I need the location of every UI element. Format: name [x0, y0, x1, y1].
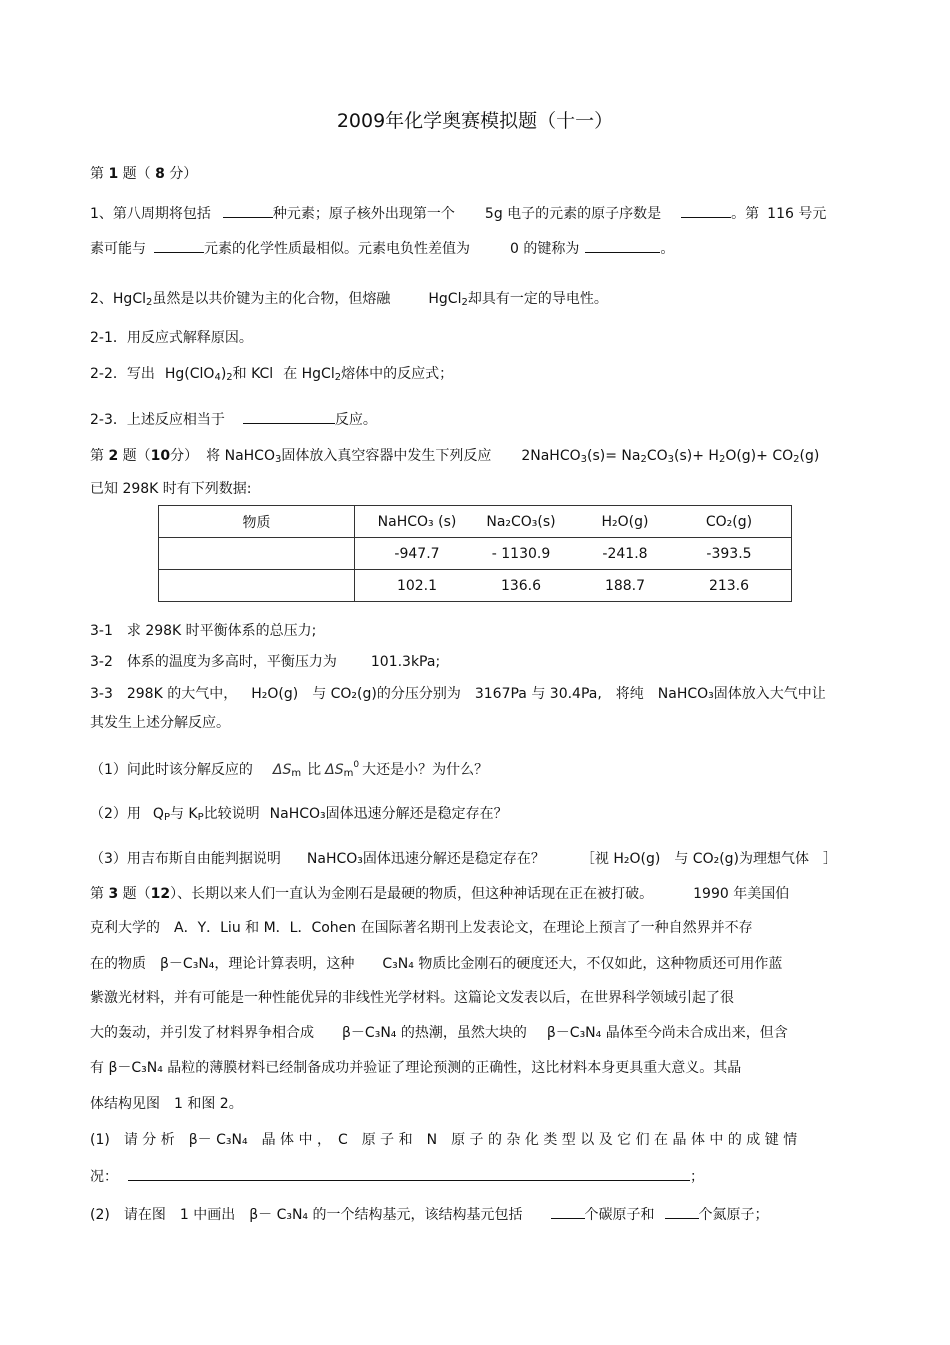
table-row-label [159, 538, 355, 570]
q2-sub2 [90, 804, 508, 828]
q3-p1-text-c: ； [690, 1169, 704, 1185]
q3-line5-text-c: β－C₃N₄ 晶体至今尚未合成出来，但含 [546, 1025, 788, 1041]
q2-sub3-text-c: ［视 H₂O(g) 与 CO₂(g)为理想气体 [580, 851, 810, 867]
eq-part: (s)+ H [674, 448, 719, 464]
subscript: 2 [718, 454, 726, 465]
q3-line2: 克利大学的 A．Y．Liu 和 M．L．Cohen 在国际著名期刊上发表论文，在理论上预言了一种自然界并不存 [90, 920, 753, 936]
q2-header-mid: 题（ [122, 448, 151, 464]
table-cell: 213.6 [708, 577, 750, 594]
q1-s22-text-d: ) [220, 366, 227, 382]
q2-s33-line1 [90, 684, 826, 704]
answer-blank[interactable] [154, 238, 204, 253]
q3-p2 [90, 1204, 769, 1225]
q3-line7: 体结构见图 1 和图 2。 [90, 1096, 243, 1112]
q2-sub3 [90, 849, 837, 869]
q1-number: 1 [108, 166, 119, 182]
eq-part: CO [646, 448, 668, 464]
q3-number: 3 [108, 886, 119, 902]
q1-header-prefix: 第 [90, 166, 104, 182]
table-row-cells [355, 570, 792, 602]
q3-p2-text-a: (2) 请在图 1 中画出 β－ C₃N₄ 的一个结构基元，该结构基元包括 [90, 1207, 523, 1223]
delta-s-symbol: ΔS [272, 762, 292, 778]
q2-intro-a: 将 NaHCO [206, 448, 275, 464]
q3-p2-text-b: 个碳原子和 [584, 1207, 655, 1223]
eq-part: 2NaHCO [521, 448, 581, 464]
answer-blank[interactable] [243, 409, 335, 424]
q1-p2 [90, 289, 608, 313]
subscript: 2 [334, 372, 342, 383]
q2-sub3-text-b: NaHCO₃固体迅速分解还是稳定存在？ [306, 851, 545, 867]
q2-s31: 3-1 求 298K 时平衡体系的总压力; [90, 623, 317, 639]
delta-s-standard-symbol: ΔS [325, 762, 344, 778]
table-cell: -947.7 [394, 545, 440, 562]
answer-blank[interactable] [681, 203, 731, 218]
q2-intro-b: 固体放入真空容器中发生下列反应 [281, 448, 492, 464]
q1-p2-text-d: 却具有一定的导电性。 [467, 291, 608, 307]
q1-s22-text-f: 和 KCl [232, 366, 274, 382]
eq-part: O(g)+ CO [725, 448, 794, 464]
q2-s33-line2: 其发生上述分解反应。 [90, 715, 230, 731]
q2-sub1-text-c: 大还是小？为什么？ [362, 762, 489, 778]
q2-header [90, 446, 819, 470]
q2-sub2-text-a: （2）用 [90, 806, 141, 822]
table-col-header: 物质 [159, 506, 355, 538]
q1-p1-text-f: 素可能与 [90, 241, 146, 257]
subscript: m [343, 768, 354, 779]
thermo-data-table [158, 505, 792, 602]
answer-blank[interactable] [551, 1204, 585, 1219]
q1-p1-text-h: 0 的键称为 [510, 241, 580, 257]
q1-s22-text-a: 2-2．写出 [90, 366, 155, 382]
q2-sub1-text-b: 比 [307, 762, 322, 778]
eq-part: (s)= Na [587, 448, 641, 464]
eq-part: (g) [799, 448, 820, 464]
q2-sub2-text-e: NaHCO₃固体迅速分解还是稳定存在？ [269, 806, 508, 822]
subscript: m [291, 768, 302, 779]
subscript: 2 [640, 454, 647, 465]
q1-s23 [90, 409, 377, 430]
q2-score: 10 [150, 448, 171, 464]
q2-sub2-text-c: 与 K [169, 806, 198, 822]
q1-s22-text-b: Hg(ClO [164, 366, 215, 382]
q3-header-text-d: 1990 年美国伯 [693, 886, 790, 902]
table-row-cells [355, 538, 792, 570]
q2-s33-text-a: 3-3 298K 的大气中， [90, 686, 238, 702]
answer-blank[interactable] [585, 238, 660, 253]
q1-s22-text-i: 熔体中的反应式； [341, 366, 454, 382]
q1-header [90, 164, 197, 184]
q2-sub1-text-a: （1）问此时该分解反应的 [90, 762, 253, 778]
q1-p1-text-i: 。 [660, 241, 675, 257]
q3-line6: 有 β－C₃N₄ 晶粒的薄膜材料已经制备成功并验证了理论预测的正确性，这比材料本身更具重大意义。其晶 [90, 1060, 742, 1076]
q2-s32-text-a: 3-2 体系的温度为多高时，平衡压力为 [90, 654, 337, 670]
q1-s23-text-b: 反应。 [334, 412, 377, 428]
q2-s32-text-b: 101.3kPa; [370, 654, 441, 670]
q3-header-mid: 题（ [122, 886, 151, 902]
table-row-label [159, 570, 355, 602]
subscript: 2 [226, 372, 233, 383]
table-cell: 102.1 [396, 577, 438, 594]
q1-s23-text-a: 2-3．上述反应相当于 [90, 412, 225, 428]
q1-score: 8 [155, 166, 165, 182]
q1-header-suffix: 分） [169, 166, 198, 182]
page-title: 2009年化学奥赛模拟题（十一） [336, 110, 614, 132]
answer-blank[interactable] [128, 1166, 690, 1181]
q3-header [90, 884, 789, 904]
q2-s33-text-d: NaHCO₃固体放入大气中让 [657, 686, 826, 702]
q1-s22-text-g: 在 HgCl [283, 366, 335, 382]
q1-p1-text-d: 。第 [731, 206, 760, 222]
q2-s33-text-c: 3167Pa 与 30.4Pa, 将纯 [474, 686, 644, 702]
table-cell: -241.8 [602, 545, 648, 562]
q2-known: 已知 298K 时有下列数据: [90, 481, 252, 497]
q2-sub1 [90, 755, 488, 784]
q2-sub3-text-d: ］ [823, 851, 838, 867]
q2-header-prefix: 第 [90, 448, 104, 464]
q1-p1-text-g: 元素的化学性质最相似。元素电负性差值为 [204, 241, 470, 257]
subscript: 3 [274, 454, 282, 465]
table-header-cell: H₂O(g) [601, 513, 649, 530]
q3-score: 12 [150, 886, 171, 902]
q3-p1-line1: (1) 请 分 析 β－ C₃N₄ 晶 体 中 ， C 原 子 和 N 原 子 的 杂 化 类 型 以 及 它 们 在 晶 体 中 的 成 键 情 [90, 1132, 798, 1148]
table-cell: -393.5 [706, 545, 752, 562]
q1-p1-text-a: 1、第八周期将包括 [90, 206, 211, 222]
table-header-cell: CO₂(g) [705, 513, 753, 530]
q3-line5 [90, 1023, 788, 1043]
table-cell: - 1130.9 [491, 545, 551, 562]
q2-equation [521, 448, 819, 464]
q1-p2-text-a: 2、HgCl [90, 291, 146, 307]
answer-blank[interactable] [223, 203, 273, 218]
q3-header-text: ）、长期以来人们一直认为金刚石是最硬的物质，但这种神话现在正在被打破。 [170, 886, 654, 902]
subscript: P [163, 812, 170, 823]
q2-number: 2 [108, 448, 119, 464]
subscript: P [197, 812, 204, 823]
q1-p2-text-c: HgCl [428, 291, 462, 307]
subscript: 2 [461, 297, 468, 308]
q3-p1-text-b: 况： [90, 1169, 118, 1185]
subscript: 4 [214, 372, 221, 383]
q2-s32 [90, 652, 440, 672]
q2-s33-text-b: H₂O(g) 与 CO₂(g)的分压分别为 [251, 686, 461, 702]
table-header-cells [355, 506, 792, 538]
table-header-cell: NaHCO₃ (s) [377, 513, 457, 530]
q1-p1-text-b: 种元素；原子核外出现第一个 [272, 206, 455, 222]
q3-line5-text-b: β－C₃N₄ 的热潮，虽然大块的 [342, 1025, 527, 1041]
subscript: 3 [667, 454, 674, 465]
q2-sub2-text-d: 比较说明 [203, 806, 260, 822]
q1-s21: 2-1．用反应式解释原因。 [90, 330, 253, 346]
q1-header-mid: 题（ [122, 166, 151, 182]
q1-p1-line2 [90, 238, 674, 259]
q3-p2-text-c: 个氮原子； [698, 1207, 769, 1223]
answer-blank[interactable] [665, 1204, 699, 1219]
subscript: 2 [793, 454, 800, 465]
q3-line4: 紫激光材料，并有可能是一种性能优异的非线性光学材料。这篇论文发表以后，在世界科学领域引起了很 [90, 990, 734, 1006]
q2-sub2-text-b: Q [152, 806, 164, 822]
q1-s22 [90, 364, 453, 388]
table-header-row [159, 506, 792, 538]
q1-p1-text-c: 5g 电子的元素的原子序数是 [484, 206, 662, 222]
table-header-cell: Na₂CO₃(s) [486, 513, 556, 530]
table-cell: 136.6 [500, 577, 542, 594]
q1-p1-text-e: 116 号元 [767, 206, 827, 222]
table-row [159, 570, 792, 602]
q2-header-suffix: 分） [170, 448, 199, 464]
table-cell: 188.7 [604, 577, 646, 594]
subscript: 2 [146, 297, 153, 308]
q3-line3: 在的物质 β－C₃N₄，理论计算表明，这种 C₃N₄ 物质比金刚石的硬度还大，不仅如此，这种物质还可用作蓝 [90, 956, 783, 972]
q3-p1-line2 [90, 1166, 704, 1187]
table-row [159, 538, 792, 570]
q3-header-prefix: 第 [90, 886, 104, 902]
q2-sub3-text-a: （3）用吉布斯自由能判据说明 [90, 851, 281, 867]
q1-p2-text-b: 虽然是以共价键为主的化合物，但熔融 [152, 291, 391, 307]
subscript: 3 [580, 454, 587, 465]
superscript: 0 [353, 760, 360, 770]
q1-p1-line1 [90, 203, 826, 224]
q3-line5-text-a: 大的轰动，并引发了材料界争相合成 [90, 1025, 314, 1041]
